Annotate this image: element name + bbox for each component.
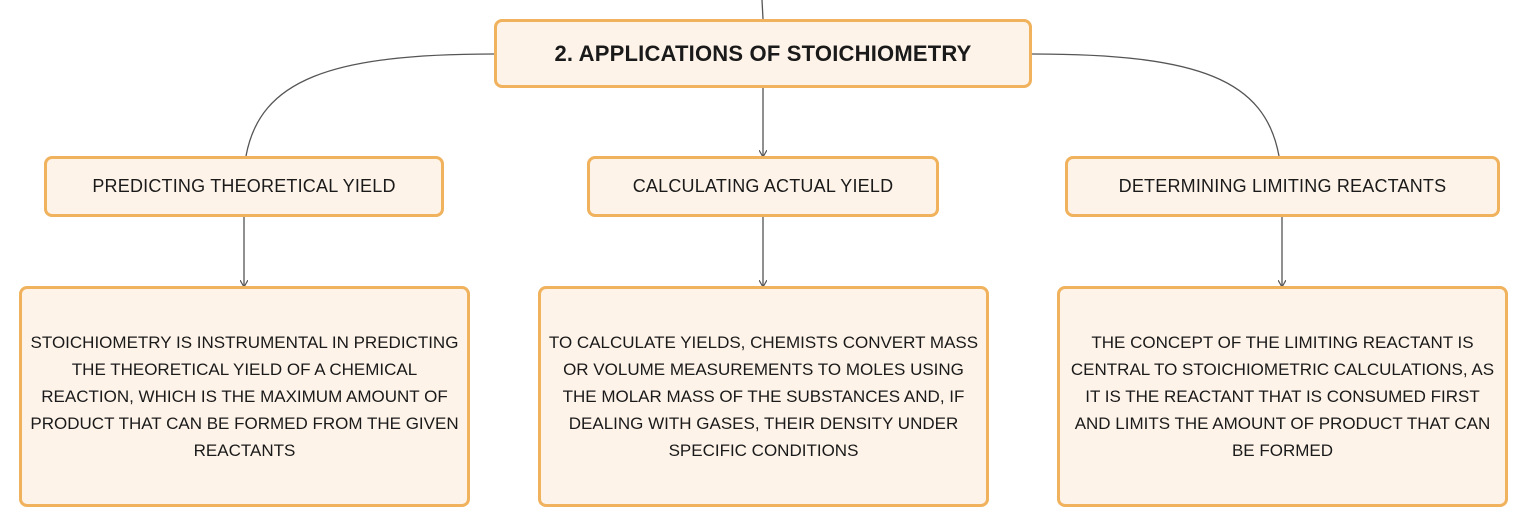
connector-root-to-branch-3 — [1032, 54, 1279, 156]
detail-node-actual-yield[interactable] — [538, 286, 989, 507]
connector-parent-to-root — [762, 0, 763, 19]
detail-node-text: THE CONCEPT OF THE LIMITING REACTANT IS CENTRAL TO STOICHIOMETRIC CALCULATIONS, AS IT IS THE REACTANT THAT IS CONSUMED FIRST AND LIMITS THE AMOUNT OF PRODUCT THAT CAN BE FORMED — [1070, 333, 1495, 460]
detail-node-theoretical-yield[interactable] — [19, 286, 470, 507]
branch-node-label: DETERMINING LIMITING REACTANTS — [1118, 176, 1447, 196]
root-node[interactable] — [494, 19, 1032, 88]
branch-node-predicting-theoretical-yield[interactable] — [44, 156, 444, 217]
detail-node-limiting-reactants[interactable] — [1057, 286, 1508, 507]
branch-node-determining-limiting-reactants[interactable] — [1065, 156, 1500, 217]
root-node-label: 2. APPLICATIONS OF STOICHIOMETRY — [554, 40, 972, 66]
connector-root-to-branch-1 — [246, 54, 494, 156]
detail-node-text: TO CALCULATE YIELDS, CHEMISTS CONVERT MASS OR VOLUME MEASUREMENTS TO MOLES USING THE MOLAR MASS OF THE SUBSTANCES AND, IF DEALING WITH GASES, THEIR DENSITY UNDER SPECIFIC CONDITIONS — [548, 333, 979, 460]
detail-node-text: STOICHIOMETRY IS INSTRUMENTAL IN PREDICTING THE THEORETICAL YIELD OF A CHEMICAL REACTION, WHICH IS THE MAXIMUM AMOUNT OF PRODUCT THAT CAN BE FORMED FROM THE GIVEN REACTANTS — [30, 333, 459, 460]
branch-node-label: CALCULATING ACTUAL YIELD — [632, 176, 894, 196]
branch-node-calculating-actual-yield[interactable] — [587, 156, 939, 217]
branch-node-label: PREDICTING THEORETICAL YIELD — [92, 176, 396, 196]
